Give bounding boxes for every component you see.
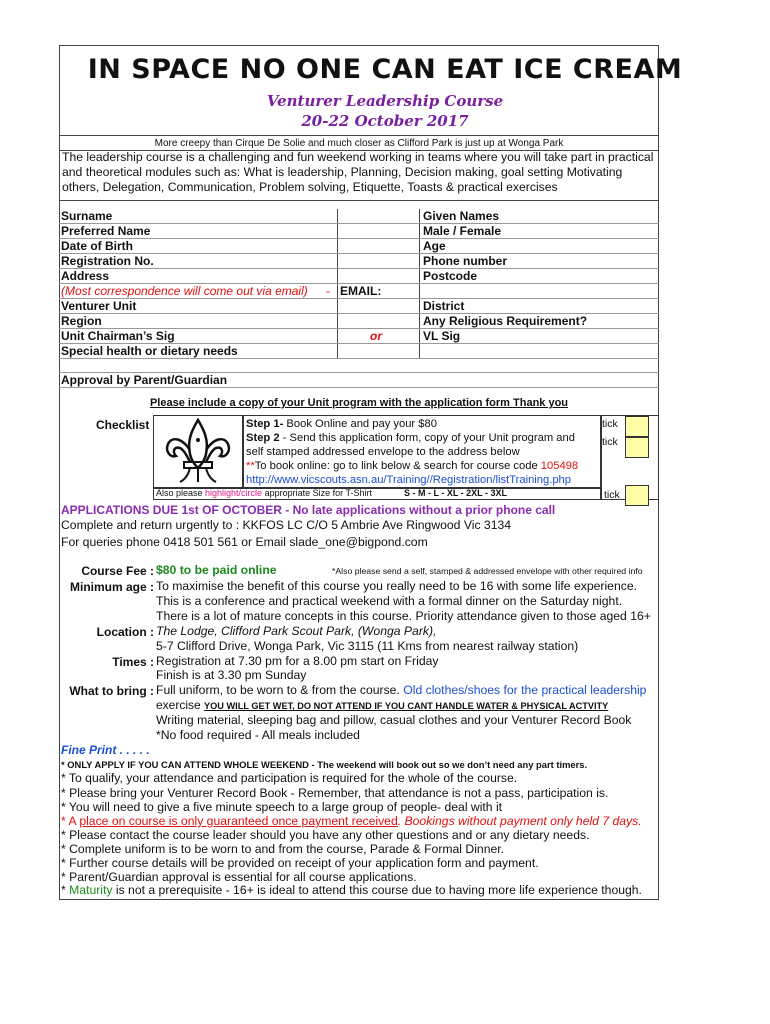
course-name: Venturer Leadership Course — [266, 92, 504, 110]
bring-label: What to bring : — [69, 684, 154, 698]
fine-print-item-5: * Complete uniform is to be worn to and from the course, Parade & Formal Dinner. — [61, 842, 505, 856]
fine-print-item-4: * Please contact the course leader should you have any other questions and or any dietary needs. — [61, 828, 590, 842]
fine-print-item-1: * To qualify, your attendance and participation is required for the whole of the course. — [61, 771, 518, 785]
emblem-box — [153, 415, 243, 488]
approval-label: Approval by Parent/Guardian — [61, 373, 228, 387]
tick-box-2[interactable] — [625, 437, 649, 458]
page-title: IN SPACE NO ONE CAN EAT ICE CREAM — [87, 54, 683, 85]
correspondence-note: (Most correspondence will come out via email) — [61, 284, 308, 298]
tick-label-2: tick — [602, 436, 618, 448]
program-note: Please include a copy of your Unit program with the application form Thank you — [149, 397, 569, 409]
location-label: Location : — [96, 625, 154, 639]
times-label: Times : — [112, 655, 154, 669]
course-dates: 20-22 October 2017 — [301, 112, 469, 130]
intro-paragraph: The leadership course is a challenging and fun weekend working in teams where you will take part in practical and theoretical modules such as: What is leadership, Planning, Decision making, goal setting Motivating others, Delegation, Communication, Problem solving, Etiquette, Toasts & practical exercises — [62, 150, 654, 194]
preferred-name-label: Preferred Name — [61, 224, 151, 238]
phone-label: Phone number — [423, 254, 508, 268]
region-label: Region — [61, 314, 102, 328]
unit-chair-sig-label: Unit Chairman’s Sig — [61, 329, 175, 343]
tick-box-1[interactable] — [625, 416, 649, 437]
payment-note: * A place on course is only guaranteed once payment received. Bookings without payment only held 7 days. — [61, 814, 642, 828]
dob-label: Date of Birth — [61, 239, 133, 253]
location-line-1: The Lodge, Clifford Park Scout Park, (Wonga Park), — [156, 624, 437, 638]
or-label: or — [370, 329, 382, 343]
return-address: Complete and return urgently to : KKFOS LC C/O 5 Ambrie Ave Ringwood Vic 3134 — [61, 518, 512, 532]
times-line-2: Finish is at 3.30 pm Sunday — [156, 668, 307, 682]
surname-label: Surname — [61, 209, 113, 223]
fleur-de-lis-icon — [154, 416, 242, 487]
religious-label: Any Religious Requirement? — [423, 314, 588, 328]
booking-note: **To book online: go to link below & search for course code 105498 — [246, 460, 579, 472]
age-line-1: To maximise the benefit of this course you really need to be 16 with some life experience. — [156, 579, 637, 593]
tagline: More creepy than Cirque De Solie and much closer as Clifford Park is just up at Wonga Park — [154, 138, 564, 149]
fee-label: Course Fee : — [81, 564, 154, 578]
fine-print-item-6: * Further course details will be provided on receipt of your application form and payment. — [61, 856, 539, 870]
fine-print-item-7: * Parent/Guardian approval is essential for all course applications. — [61, 870, 417, 884]
postcode-label: Postcode — [423, 269, 478, 283]
step2: Step 2 - Send this application form, copy of your Unit program and — [246, 432, 575, 444]
given-names-label: Given Names — [423, 209, 500, 223]
step2-line2: self stamped addressed envelope to the address below — [246, 446, 520, 458]
age-label: Age — [423, 239, 446, 253]
gender-label: Male / Female — [423, 224, 502, 238]
applications-due: APPLICATIONS DUE 1st OF OCTOBER - No late applications without a prior phone call — [61, 503, 556, 517]
tshirt-note: Also please highlight/circle appropriate Size for T-Shirt — [156, 488, 372, 498]
times-line-1: Registration at 7.30 pm for a 8.00 pm start on Friday — [156, 654, 439, 668]
booking-link[interactable]: http://www.vicscouts.asn.au/Training//Registration/listTraining.php — [246, 474, 571, 486]
age-line-2: This is a conference and practical weekend with a formal dinner on the Saturday night. — [156, 594, 623, 608]
age-requirement-label: Minimum age : — [69, 580, 154, 594]
vl-sig-label: VL Sig — [423, 329, 461, 343]
tick-label-3: tick — [604, 489, 620, 501]
tshirt-sizes[interactable]: S - M - L - XL - 2XL - 3XL — [404, 488, 508, 498]
age-line-3: There is a lot of mature concepts in this course. Priority attendance given to those aged 16+ — [156, 609, 651, 623]
queries: For queries phone 0418 501 561 or Email slade_one@bigpond.com — [61, 535, 428, 549]
address-label: Address — [61, 269, 110, 283]
only-apply-note: * ONLY APPLY IF YOU CAN ATTEND WHOLE WEEKEND - The weekend will book out so we don’t need any part timers. — [61, 759, 588, 770]
tick-box-3[interactable] — [625, 485, 649, 506]
bring-line-4: *No food required - All meals included — [156, 728, 360, 742]
email-label: EMAIL: — [340, 284, 382, 298]
fine-print-item-2: * Please bring your Venturer Record Book - Remember, that attendance is not a pass, participation is. — [61, 786, 609, 800]
step1: Step 1- Book Online and pay your $80 — [246, 418, 437, 430]
bring-line-2: exercise YOU WILL GET WET, DO NOT ATTEND IF YOU CANT HANDLE WATER & PHYSICAL ACTVITY — [156, 698, 609, 712]
venturer-unit-label: Venturer Unit — [61, 299, 137, 313]
fine-print-item-3: * You will need to give a five minute speech to a large group of people- deal with it — [61, 800, 503, 814]
fee-value: $80 to be paid online — [156, 563, 277, 577]
maturity-note: * Maturity is not a prerequisite - 16+ is ideal to attend this course due to having more life experience though. — [61, 883, 642, 897]
location-line-2: 5-7 Clifford Drive, Wonga Park, Vic 3115 (11 Kms from nearest railway station) — [156, 639, 579, 653]
health-label: Special health or dietary needs — [61, 344, 238, 358]
fine-print-heading: Fine Print . . . . . — [61, 743, 150, 757]
district-label: District — [423, 299, 465, 313]
dash: - — [326, 284, 330, 298]
tick-label-1: tick — [602, 418, 618, 430]
fee-note: *Also please send a self, stamped & addressed envelope with other required info — [332, 566, 643, 576]
checklist-label: Checklist — [96, 418, 150, 432]
bring-line-3: Writing material, sleeping bag and pillow, casual clothes and your Venturer Record Book — [156, 713, 632, 727]
bring-line-1: Full uniform, to be worn to & from the course. Old clothes/shoes for the practical leadership — [156, 683, 647, 697]
registration-label: Registration No. — [61, 254, 154, 268]
